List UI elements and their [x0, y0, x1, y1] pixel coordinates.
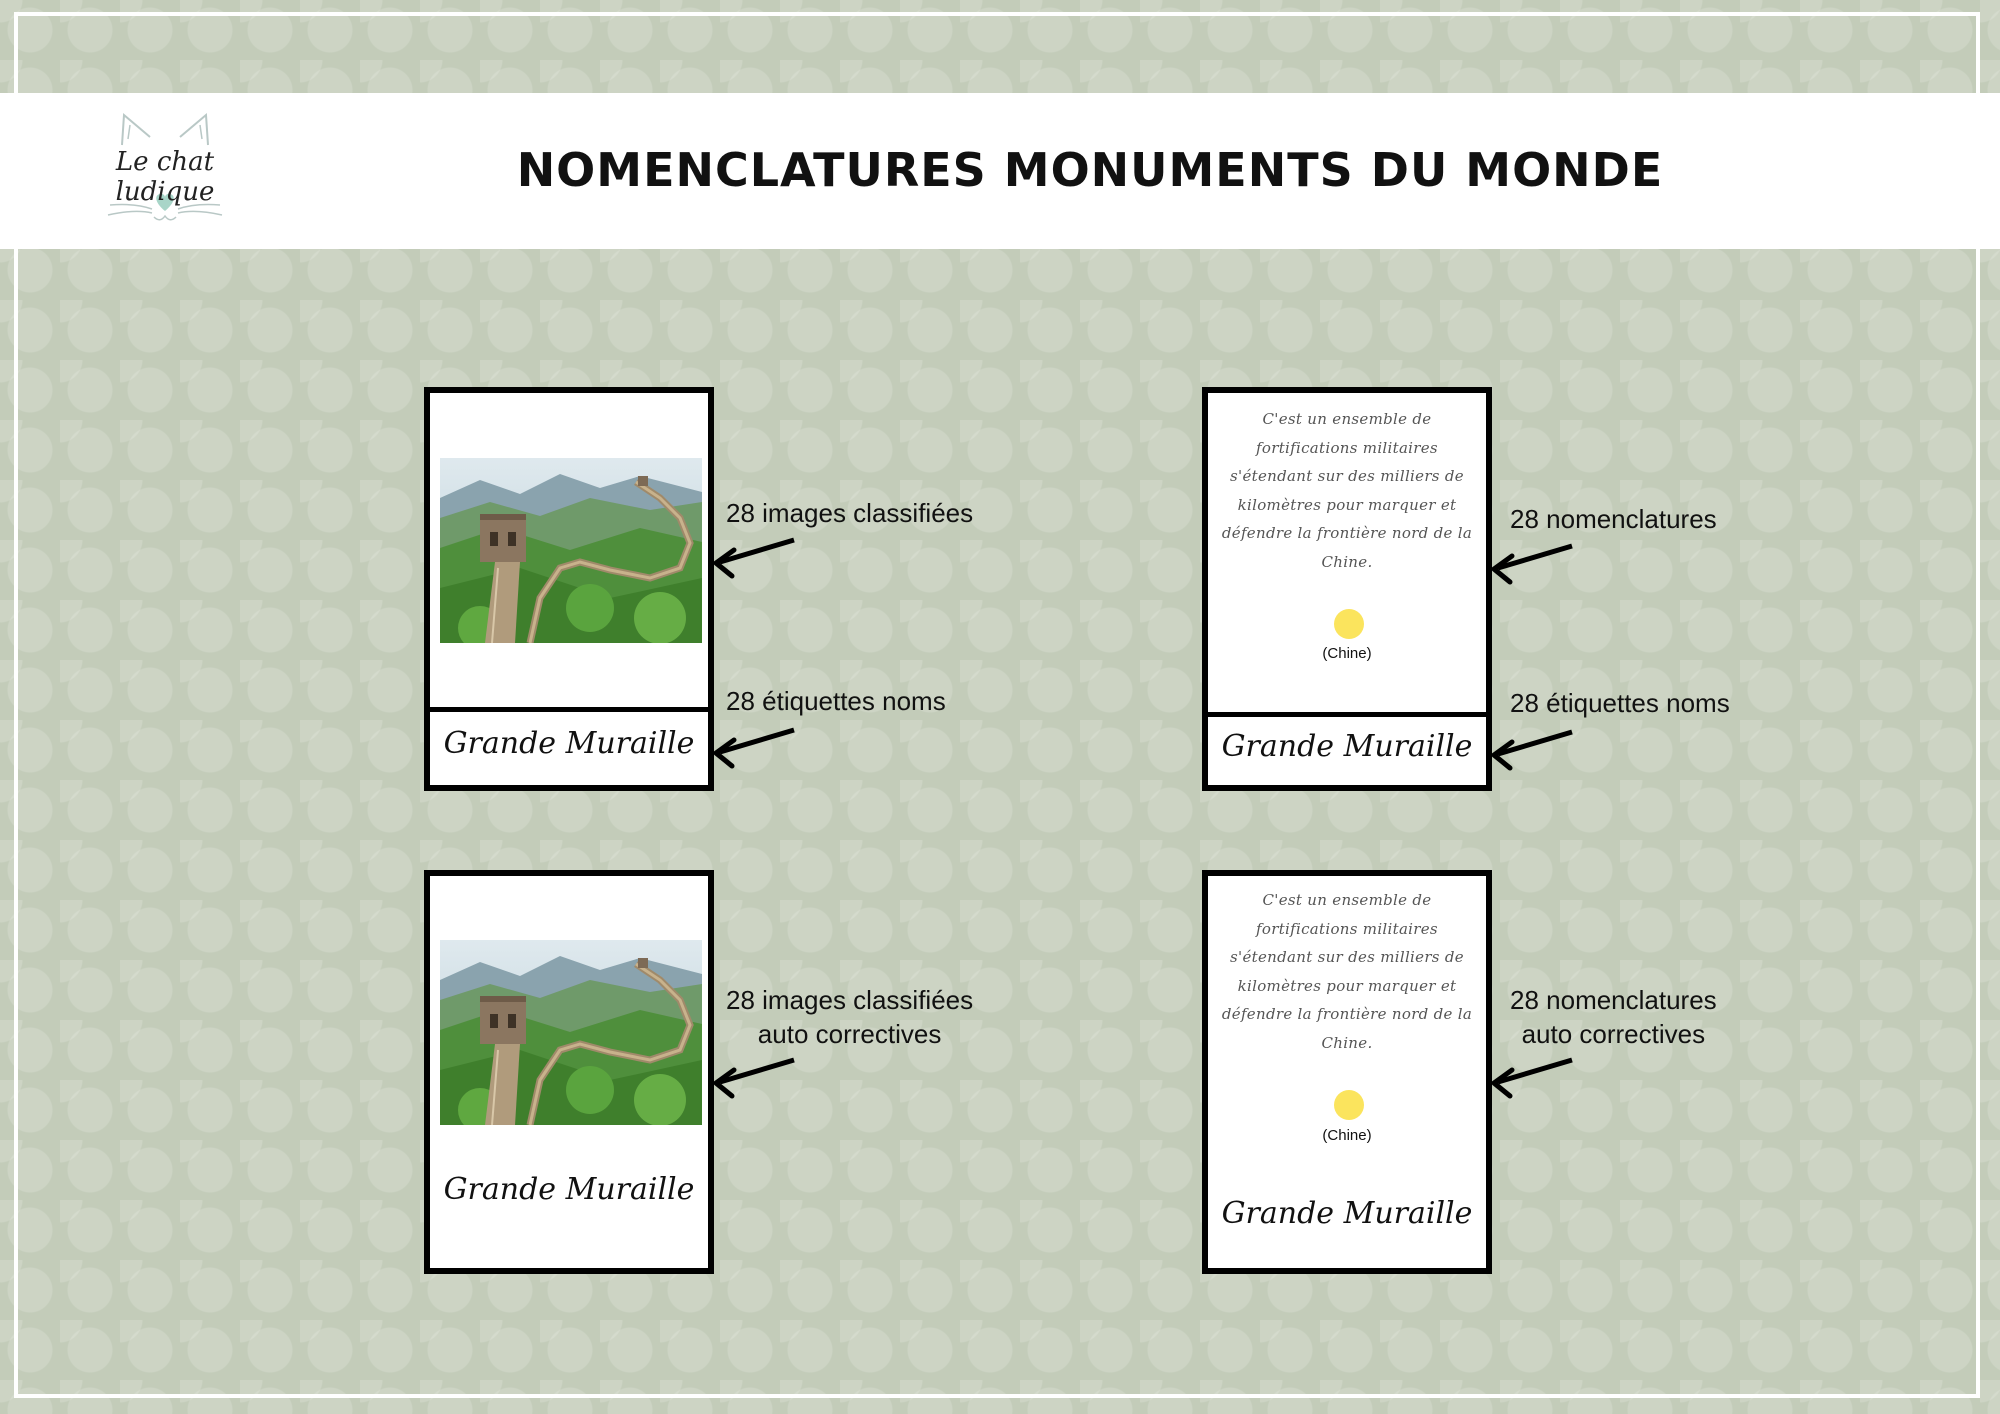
card-description: C'est un ensemble de fortifications militaires s'étendant sur des milliers de kilomètres pour marquer et défendre la frontière nord de la Chine.	[1221, 891, 1473, 1052]
label-nomenclatures: 28 nomenclatures	[1510, 504, 1717, 534]
label-images-classified: 28 images classifiées	[726, 498, 974, 528]
card-country: (Chine)	[1322, 1127, 1372, 1144]
color-dot	[1334, 609, 1364, 639]
arrow-icon	[712, 536, 802, 576]
great-wall-photo	[440, 458, 702, 643]
label-line: auto correctives	[1521, 1019, 1706, 1049]
label-name-tags: 28 étiquettes noms	[1510, 688, 1730, 718]
card-country: (Chine)	[1322, 645, 1372, 662]
arrow-icon	[1490, 1056, 1580, 1096]
page-title: NOMENCLATURES MONUMENTS DU MONDE	[516, 143, 1664, 197]
card-image-classified	[424, 387, 714, 791]
arrow-icon	[1490, 728, 1580, 768]
label-line: 28 images classifiées	[726, 985, 974, 1015]
card-divider	[1208, 712, 1486, 717]
great-wall-photo	[440, 940, 702, 1125]
card-nomenclature-self-correcting	[1202, 870, 1492, 1274]
card-description: C'est un ensemble de fortifications militaires s'étendant sur des milliers de kilomètres pour marquer et défendre la frontière nord de la Chine.	[1221, 410, 1473, 571]
label-line: 28 nomenclatures	[1510, 985, 1717, 1015]
label-line: auto correctives	[757, 1019, 942, 1049]
logo	[80, 103, 250, 233]
card-name-label: Grande Muraille	[443, 726, 695, 761]
arrow-icon	[712, 1056, 802, 1096]
arrow-icon	[1490, 542, 1580, 582]
label-images-self-correcting	[726, 983, 973, 1051]
card-divider	[430, 707, 708, 712]
label-nomenclatures-self-correcting	[1510, 983, 1717, 1051]
logo-text: Le chat ludique	[115, 147, 215, 207]
card-name-label: Grande Muraille	[443, 1172, 695, 1207]
card-nomenclature	[1202, 387, 1492, 791]
label-name-tags: 28 étiquettes noms	[726, 686, 946, 716]
header-banner	[0, 93, 2000, 249]
arrow-icon	[712, 726, 802, 766]
card-image-self-correcting	[424, 870, 714, 1274]
card-name-label: Grande Muraille	[1221, 1196, 1473, 1231]
color-dot	[1334, 1090, 1364, 1120]
card-name-label: Grande Muraille	[1221, 729, 1473, 764]
